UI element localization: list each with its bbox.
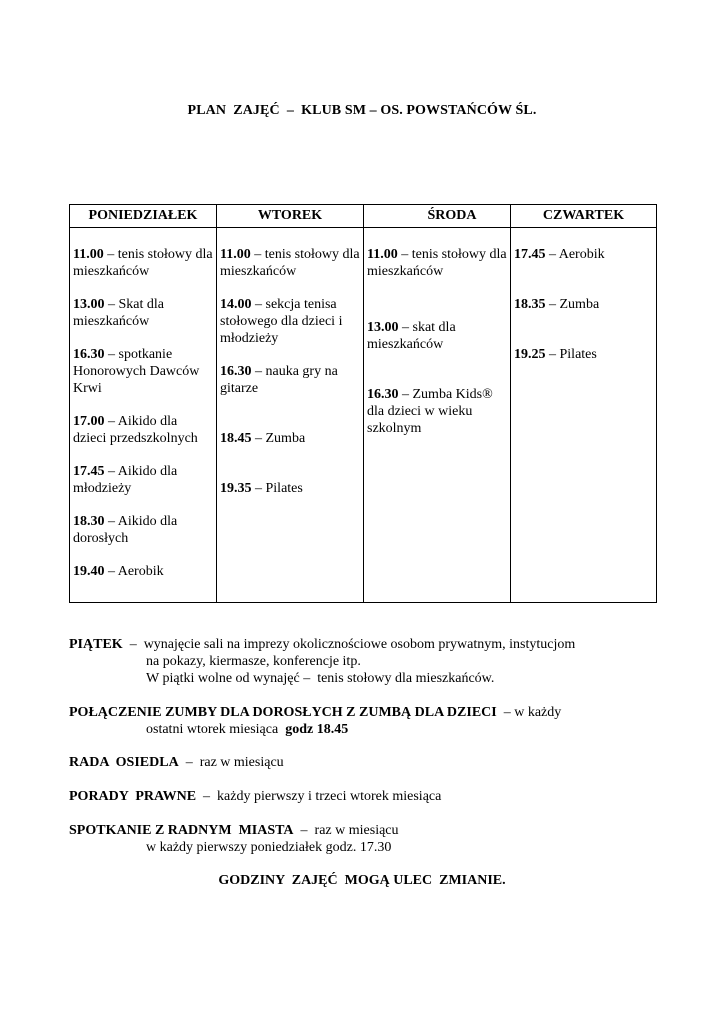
friday-line2: na pokazy, kiermasze, konferencje itp. [146,654,361,669]
list-item [367,386,507,437]
list-item [73,563,213,580]
header-thursday: CZWARTEK [511,205,657,228]
friday-line1: wynajęcie sali na imprezy okolicznościowe osobom prywatnym, instytucjom [143,637,576,652]
zumba-note [69,704,689,738]
entry-text: – nauka gry na gitarze [220,364,338,396]
radny-label: SPOTKANIE Z RADNYM MIASTA [69,823,294,838]
entry-text: – Aikido dla dzieci przedszkolnych [73,414,198,446]
rada-text: – raz w miesiącu [178,755,284,770]
friday-line3: W piątki wolne od wynajęć – tenis stołowy dla mieszkańców. [146,671,495,686]
entry-time: 17.45 [514,247,546,262]
porady-label: PORADY PRAWNE [69,789,197,804]
list-item [514,246,653,263]
zumba-text2: ostatni wtorek miesiąca [146,722,286,737]
schedule-table [69,204,657,603]
table-row [70,228,657,603]
entry-time: 18.35 [514,297,546,312]
entry-time: 11.00 [220,247,251,262]
entry-time: 18.45 [220,431,252,446]
header-monday: PONIEDZIAŁEK [70,205,217,228]
entry-text: – spotkanie Honorowych Dawców Krwi [73,347,200,396]
list-item [367,319,507,353]
entry-time: 11.00 [367,247,398,262]
friday-dash: – [122,637,144,652]
entry-time: 11.00 [73,247,104,262]
list-item [514,296,653,313]
entry-text: – tenis stołowy dla mieszkańców [220,247,360,279]
thursday-cell [511,228,657,603]
list-item [220,296,360,347]
entry-time: 17.45 [73,464,105,479]
entry-text: – Skat dla mieszkańców [73,297,164,329]
friday-label: PIĄTEK [69,637,123,652]
rada-note [69,754,689,771]
entry-text: – tenis stołowy dla mieszkańców [367,247,507,279]
entry-text: – Aikido dla młodzieży [73,464,178,496]
list-item [73,413,213,447]
entry-time: 16.30 [73,347,105,362]
entry-time: 16.30 [220,364,252,379]
entry-time: 19.35 [220,481,252,496]
wednesday-cell [364,228,511,603]
radny-note [69,822,689,856]
list-item [367,246,507,280]
list-item [73,513,213,547]
list-item [220,246,360,280]
list-item [220,480,360,497]
entry-time: 19.40 [73,564,105,579]
list-item [220,430,360,447]
entry-text: – Pilates [545,347,597,362]
list-item [73,346,213,397]
entry-time: 19.25 [514,347,546,362]
porady-text: – każdy pierwszy i trzeci wtorek miesiąca [196,789,442,804]
monday-cell [70,228,217,603]
entry-text: – Zumba [251,431,306,446]
entry-time: 16.30 [367,387,399,402]
entry-time: 13.00 [73,297,105,312]
radny-text2: w każdy pierwszy poniedziałek godz. 17.30 [146,840,392,855]
header-wednesday: ŚRODA [364,205,511,228]
list-item [514,346,653,363]
entry-text: – Zumba Kids® dla dzieci w wieku szkolnym [367,387,493,436]
entry-time: 14.00 [220,297,252,312]
list-item [220,363,360,397]
entry-text: – sekcja tenisa stołowego dla dzieci i młodzieży [220,297,343,346]
tuesday-cell [217,228,364,603]
entry-text: – skat dla mieszkańców [367,320,456,352]
page-title: PLAN ZAJĘĆ – KLUB SM – OS. POWSTAŃCÓW ŚL. [187,103,537,118]
zumba-time: godz 18.45 [285,722,349,737]
entry-time: 17.00 [73,414,105,429]
header-tuesday: WTOREK [217,205,364,228]
table-header-row [70,205,657,228]
entry-text: – Zumba [545,297,600,312]
rada-label: RADA OSIEDLA [69,755,179,770]
zumba-text1: – w każdy [496,705,562,720]
radny-text1: – raz w miesiącu [293,823,399,838]
entry-text: – Aerobik [545,247,605,262]
entry-text: – tenis stołowy dla mieszkańców [73,247,213,279]
entry-time: 18.30 [73,514,105,529]
entry-time: 13.00 [367,320,399,335]
entry-text: – Aikido dla dorosłych [73,514,178,546]
entry-text: – Aerobik [104,564,164,579]
zumba-label: POŁĄCZENIE ZUMBY DLA DOROSŁYCH Z ZUMBĄ DLA DZIECI [69,705,497,720]
list-item [73,296,213,330]
list-item [73,463,213,497]
porady-note [69,788,689,805]
friday-note [69,636,689,687]
entry-text: – Pilates [251,481,303,496]
list-item [73,246,213,280]
footer-notice: GODZINY ZAJĘĆ MOGĄ ULEC ZMIANIE. [218,873,506,888]
